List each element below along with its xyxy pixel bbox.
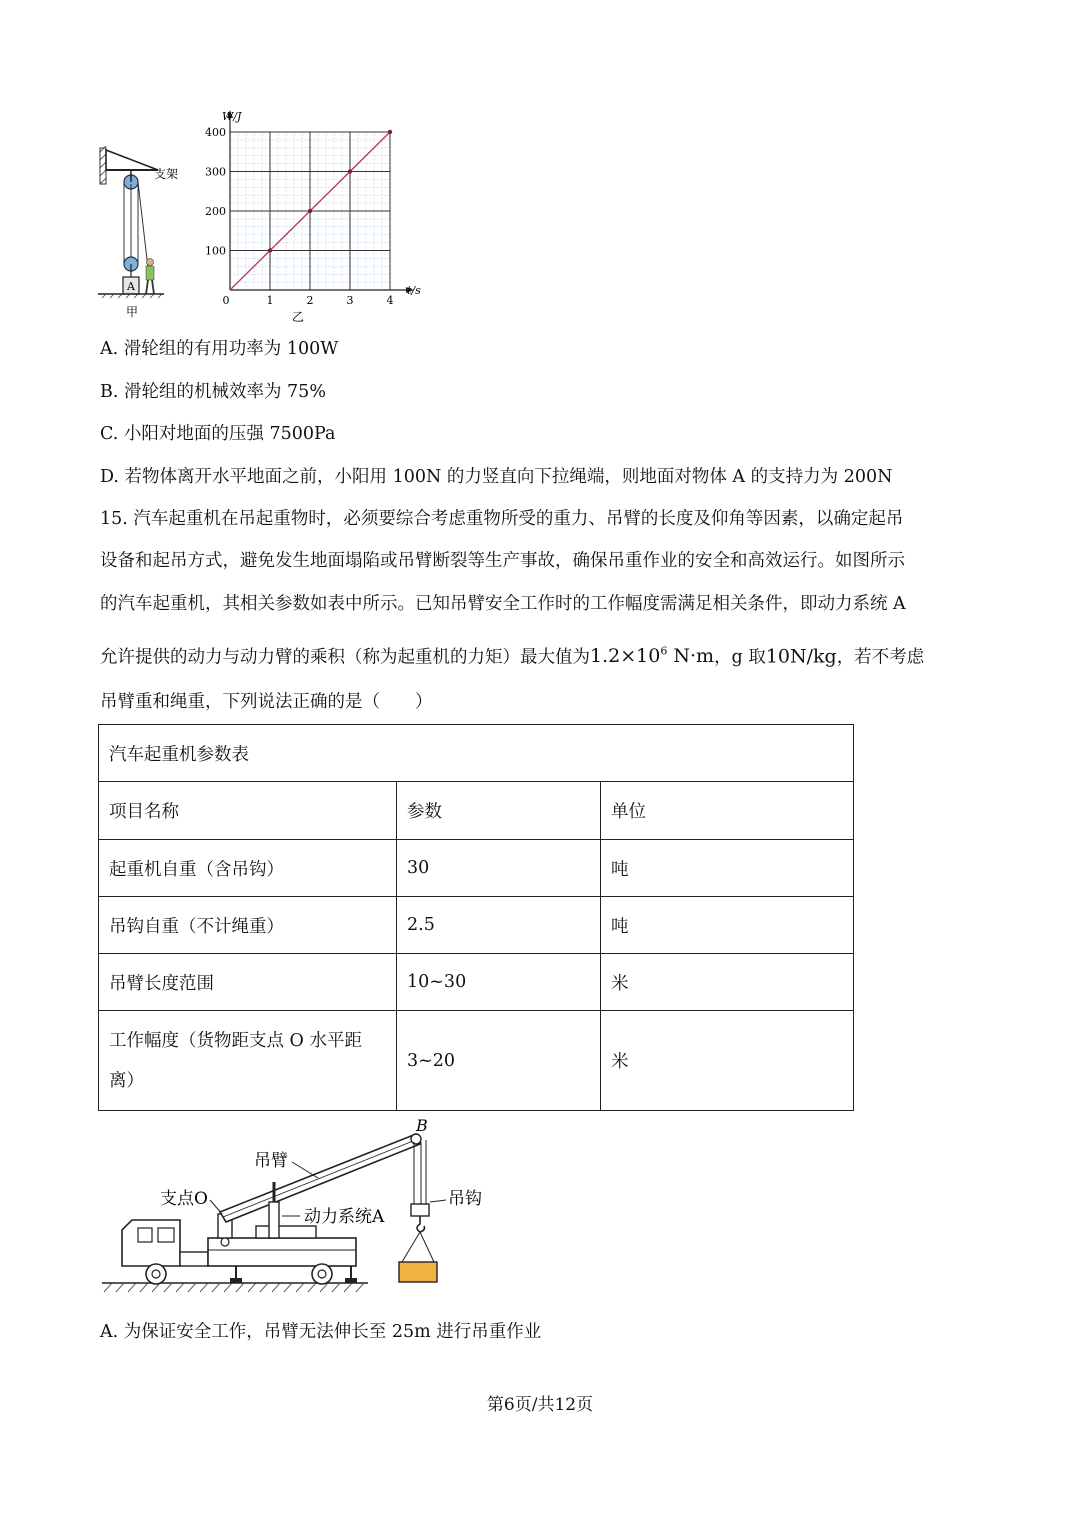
y-tick-label: 300: [205, 165, 226, 179]
y-tick-label: 400: [205, 126, 226, 139]
table-title-row: [99, 725, 854, 782]
table-row: [99, 1011, 854, 1111]
chart-ticks: [205, 126, 394, 307]
y-tick-label: 200: [205, 205, 226, 218]
torque-value: $1.2\times 10^6$ N·m: [590, 645, 715, 668]
q15-line-3: 的汽车起重机，其相关参数如表中所示。已知吊臂安全工作时的工作幅度需满足相关条件，即动力系统 A: [100, 594, 906, 614]
page-footer: 第6页/共12页: [486, 1395, 594, 1415]
table-cell: 米: [601, 1011, 854, 1111]
table-row: [99, 840, 854, 897]
pivot-label: 支点O: [160, 1189, 208, 1209]
data-point: [348, 169, 352, 173]
data-point: [388, 130, 392, 134]
point-b-label: B: [416, 1118, 428, 1135]
block-a-label: A: [127, 280, 135, 293]
table-cell: 起重机自重（含吊钩）: [99, 840, 397, 897]
hook-label: 吊钩: [448, 1189, 482, 1209]
support-label: 支架: [154, 167, 179, 181]
table-header: 项目名称: [99, 782, 397, 840]
data-point: [308, 209, 312, 213]
q15-line-4: [100, 640, 924, 669]
q15-line-2: 设备和起吊方式，避免发生地面塌陷或吊臂断裂等生产事故，确保吊重作业的安全和高效运行。如图所示: [100, 551, 905, 571]
table-cell: 10~30: [397, 954, 601, 1011]
table-cell: 米: [601, 954, 854, 1011]
table-cell: 工作幅度（货物距支点 O 水平距 离）: [99, 1011, 397, 1111]
table-header: 单位: [601, 782, 854, 840]
x-tick-label: 2: [306, 294, 314, 307]
chart-series: [230, 130, 392, 290]
x-tick-label: 4: [386, 294, 394, 307]
power-system-label: 动力系统A: [304, 1207, 385, 1227]
chart-x-axis-label: t/s: [407, 284, 421, 297]
x-tick-label: 1: [266, 294, 274, 307]
option-b-14: B. 滑轮组的机械效率为 75%: [100, 382, 326, 402]
crane-parameter-table: [98, 724, 854, 1111]
figure-jia-caption: 甲: [126, 305, 139, 319]
table-title: 汽车起重机参数表: [99, 725, 854, 782]
q15-line-5: 吊臂重和绳重，下列说法正确的是（ ）: [100, 692, 433, 712]
boom-label: 吊臂: [254, 1151, 288, 1171]
x-tick-label: 3: [346, 294, 354, 307]
option-c-14: C. 小阳对地面的压强 7500Pa: [100, 424, 336, 444]
table-cell: 吨: [601, 840, 854, 897]
table-cell: 30: [397, 840, 601, 897]
table-cell: 2.5: [397, 897, 601, 954]
table-header-row: [99, 782, 854, 840]
table-cell: 吊钩自重（不计绳重）: [99, 897, 397, 954]
y-tick-label: 100: [205, 244, 226, 258]
chart-origin-label: 0: [222, 294, 230, 307]
table-header: 参数: [397, 782, 601, 840]
option-a-15: A. 为保证安全工作，吊臂无法伸长至 25m 进行吊重作业: [100, 1322, 542, 1342]
table-cell: 3~20: [397, 1011, 601, 1111]
g-value: 10N/kg: [765, 645, 837, 668]
q15-line-4-mid: ，g 取: [714, 647, 766, 668]
table-cell: 吊臂长度范围: [99, 954, 397, 1011]
figure-yi-caption: 乙: [291, 310, 305, 324]
chart-y-axis-label: W/J: [222, 110, 242, 123]
data-point: [268, 248, 272, 252]
work-time-chart: [200, 108, 440, 333]
table-row: [99, 954, 854, 1011]
q15-line-4-post: ，若不考虑: [836, 647, 925, 668]
table-cell: 吨: [601, 897, 854, 954]
table-row: [99, 897, 854, 954]
q15-line-4-pre: 允许提供的动力与动力臂的乘积（称为起重机的力矩）最大值为: [100, 647, 590, 668]
option-d-14: D. 若物体离开水平地面之前，小阳用 100N 的力竖直向下拉绳端，则地面对物体 A 的支持力为 200N: [100, 467, 893, 487]
option-a-14: A. 滑轮组的有用功率为 100W: [100, 339, 339, 359]
pulley-system-figure: [96, 140, 196, 325]
crane-figure: [96, 1118, 516, 1308]
q15-line-1: 15. 汽车起重机在吊起重物时，必须要综合考虑重物所受的重力、吊臂的长度及仰角等因素，以确定起吊: [100, 509, 904, 529]
